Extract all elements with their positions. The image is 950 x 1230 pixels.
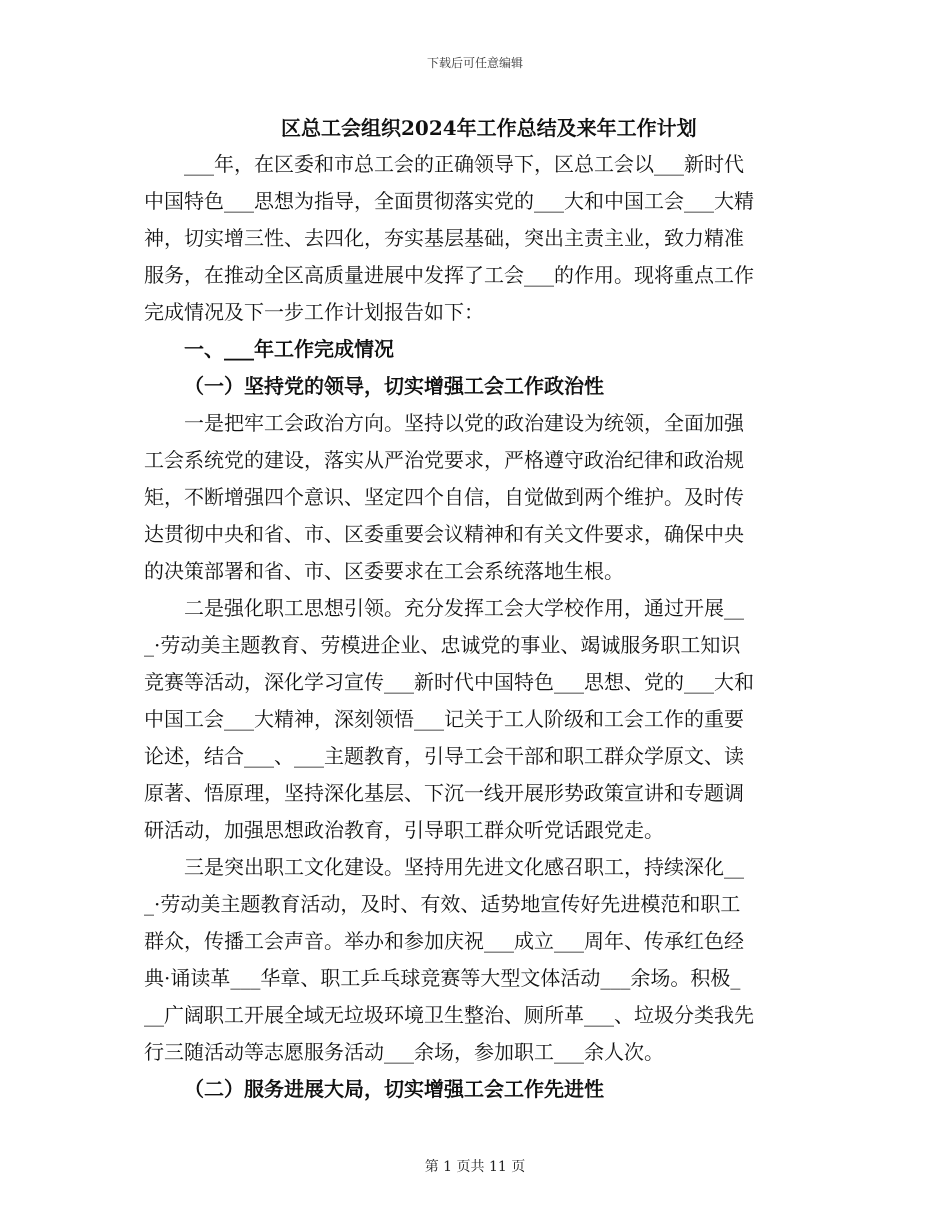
document-body <box>144 110 804 1108</box>
paragraph-line: 研活动，加强思想政治教育，引导职工群众听党话跟党走。 <box>144 818 664 842</box>
paragraph-line: ___年，在区委和市总工会的正确领导下，区总工会以___新时代 <box>184 152 744 176</box>
section-heading: 一、___年工作完成情况 <box>184 337 394 361</box>
paragraph-line: 工会系统党的建设，落实从严治党要求，严格遵守政治纪律和政治规 <box>144 448 744 472</box>
paragraph-line: __广阔职工开展全域无垃圾环境卫生整治、厕所革___、垃圾分类我先 <box>144 1003 754 1027</box>
paragraph-line: 竞赛等活动，深化学习宣传___新时代中国特色___思想、党的___大和 <box>144 670 754 694</box>
paragraph-line: 的决策部署和省、市、区委要求在工会系统落地生根。 <box>144 559 624 583</box>
paragraph-line: _·劳动美主题教育活动，及时、有效、适势地宣传好先进模范和职工 <box>144 892 741 916</box>
paragraph-line: 原著、悟原理，坚持深化基层、下沉一线开展形势政策宣讲和专题调 <box>144 781 744 805</box>
subsection-heading: （一）坚持党的领导，切实增强工会工作政治性 <box>184 374 604 398</box>
paragraph-line: 矩，不断增强四个意识、坚定四个自信，自觉做到两个维护。及时传 <box>144 485 744 509</box>
paragraph-line: 论述，结合___、___主题教育，引导工会干部和职工群众学原文、读 <box>144 744 744 768</box>
paragraph-line: 神，切实增三性、去四化，夯实基层基础，突出主责主业，致力精准 <box>144 226 744 250</box>
document-title: 区总工会组织2024年工作总结及来年工作计划 <box>281 116 697 140</box>
page-footer: 第 1 页共 11 页 <box>424 1159 526 1175</box>
page-header: 下载后可任意编辑 <box>426 56 523 70</box>
paragraph-line: 服务，在推动全区高质量进展中发挥了工会___的作用。现将重点工作 <box>144 263 754 287</box>
subsection-heading: （二）服务进展大局，切实增强工会工作先进性 <box>184 1077 604 1101</box>
paragraph-line: 完成情况及下一步工作计划报告如下： <box>144 300 484 324</box>
paragraph-line: 中国工会___大精神，深刻领悟___记关于工人阶级和工会工作的重要 <box>144 707 744 731</box>
paragraph-line: 达贯彻中央和省、市、区委重要会议精神和有关文件要求，确保中央 <box>144 522 744 546</box>
paragraph-line: 三是突出职工文化建设。坚持用先进文化感召职工，持续深化__ <box>184 855 744 879</box>
paragraph-line: 典·诵读革___华章、职工乒乓球竞赛等大型文体活动___余场。积极_ <box>144 966 741 990</box>
paragraph-line: 二是强化职工思想引领。充分发挥工会大学校作用，通过开展__ <box>184 596 744 620</box>
paragraph-line: 行三随活动等志愿服务活动___余场，参加职工___余人次。 <box>144 1040 664 1064</box>
paragraph-line: 一是把牢工会政治方向。坚持以党的政治建设为统领，全面加强 <box>184 411 744 435</box>
paragraph-line: 群众，传播工会声音。举办和参加庆祝___成立___周年、传承红色经 <box>144 929 744 953</box>
paragraph-line: _·劳动美主题教育、劳模进企业、忠诚党的事业、竭诚服务职工知识 <box>144 633 741 657</box>
paragraph-line: 中国特色___思想为指导，全面贯彻落实党的___大和中国工会___大精 <box>144 189 754 213</box>
